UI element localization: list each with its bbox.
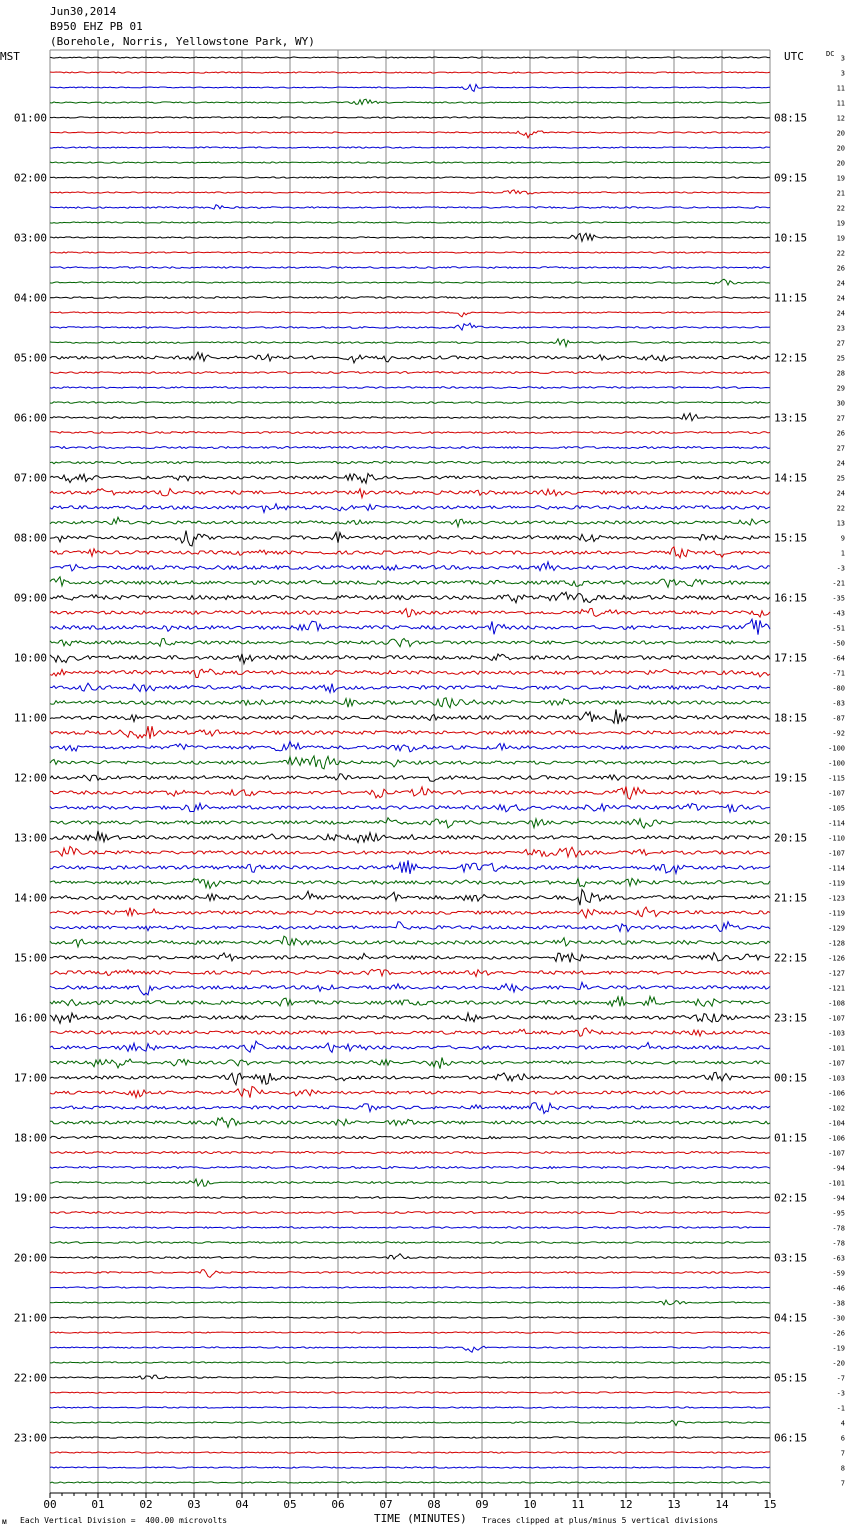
- trace-38: [50, 619, 770, 635]
- right-hour-label: 12:15: [774, 351, 808, 365]
- x-tick-label: 06: [331, 1498, 345, 1511]
- dc-offset-label: -83: [832, 699, 845, 708]
- left-hour-label: 18:00: [13, 1131, 47, 1145]
- trace-61: [50, 969, 770, 976]
- dc-offset-label: -94: [832, 1164, 845, 1173]
- right-hour-label: 03:15: [774, 1251, 808, 1265]
- trace-58: [50, 922, 770, 932]
- dc-offset-label: 7: [840, 1449, 845, 1458]
- trace-49: [50, 786, 770, 799]
- corner-marker: ᴍ: [2, 1517, 7, 1526]
- dc-offset-label: 30: [836, 399, 845, 408]
- right-hour-label: 11:15: [774, 291, 808, 305]
- dc-offset-label: -43: [832, 609, 845, 618]
- trace-18: [50, 323, 770, 330]
- left-hour-label: 07:00: [13, 471, 47, 485]
- x-axis-title: TIME (MINUTES): [374, 1512, 467, 1525]
- trace-62: [50, 982, 770, 995]
- left-hour-label: 04:00: [13, 291, 47, 305]
- right-hour-label: 14:15: [774, 471, 808, 485]
- dc-offset-label: -107: [828, 1059, 845, 1068]
- dc-offset-label: -107: [828, 1149, 845, 1158]
- left-hour-label: 08:00: [13, 531, 47, 545]
- dc-offset-label: -119: [828, 879, 845, 888]
- trace-56: [50, 890, 770, 906]
- trace-85: [50, 1332, 770, 1333]
- scale-note: Each Vertical Division = 400.00 microvolts: [20, 1516, 228, 1525]
- dc-offset-label: -1: [836, 1404, 845, 1413]
- trace-33: [50, 547, 770, 558]
- trace-84: [50, 1317, 770, 1318]
- x-tick-label: 10: [523, 1498, 537, 1511]
- dc-offset-label: -114: [828, 864, 845, 873]
- dc-offset-label: 8: [840, 1464, 845, 1473]
- right-hour-label: 17:15: [774, 651, 808, 665]
- dc-offset-label: 24: [836, 489, 845, 498]
- left-hour-label: 01:00: [13, 111, 47, 125]
- trace-25: [50, 432, 770, 434]
- trace-17: [50, 312, 770, 317]
- dc-offset-label: 7: [840, 1479, 845, 1488]
- trace-24: [50, 413, 770, 421]
- trace-60: [50, 953, 770, 963]
- x-tick-label: 07: [379, 1498, 393, 1511]
- dc-offset-label: 19: [836, 234, 845, 243]
- trace-8: [50, 177, 770, 178]
- right-hour-label: 19:15: [774, 771, 808, 785]
- trace-86: [50, 1346, 770, 1352]
- dc-offset-label: 27: [836, 339, 845, 348]
- left-hour-label: 05:00: [13, 351, 47, 365]
- dc-offset-label: 24: [836, 309, 845, 318]
- left-hour-label: 13:00: [13, 831, 47, 845]
- dc-offset-label: 19: [836, 219, 845, 228]
- dc-offset-label: -87: [832, 714, 845, 723]
- dc-header: DC: [826, 50, 835, 58]
- trace-40: [50, 654, 770, 664]
- dc-offset-label: -92: [832, 729, 845, 738]
- trace-44: [50, 709, 770, 724]
- trace-37: [50, 608, 770, 617]
- dc-offset-label: -64: [832, 654, 845, 663]
- dc-offset-label: -30: [832, 1314, 845, 1323]
- location-label: (Borehole, Norris, Yellowstone Park, WY): [50, 35, 315, 48]
- x-tick-label: 00: [43, 1498, 57, 1511]
- dc-offset-label: 20: [836, 159, 845, 168]
- dc-offset-label: 24: [836, 279, 845, 288]
- left-hour-label: 23:00: [13, 1431, 47, 1445]
- dc-offset-label: 28: [836, 369, 845, 378]
- dc-offset-label: 27: [836, 444, 845, 453]
- dc-offset-label: -78: [832, 1239, 845, 1248]
- trace-53: [50, 846, 770, 857]
- left-hour-label: 09:00: [13, 591, 47, 605]
- trace-7: [50, 162, 770, 163]
- trace-0: [50, 57, 770, 58]
- dc-offset-label: -119: [828, 909, 845, 918]
- dc-offset-label: -104: [828, 1119, 845, 1128]
- dc-offset-label: -3: [836, 564, 845, 573]
- trace-22: [50, 387, 770, 389]
- x-tick-label: 02: [139, 1498, 153, 1511]
- right-hour-label: 18:15: [774, 711, 808, 725]
- x-tick-label: 13: [667, 1498, 681, 1511]
- dc-offset-label: -128: [828, 939, 845, 948]
- trace-16: [50, 297, 770, 299]
- x-tick-label: 01: [91, 1498, 105, 1511]
- dc-offset-label: -100: [828, 759, 845, 768]
- dc-offset-label: 24: [836, 294, 845, 303]
- trace-32: [50, 531, 770, 546]
- left-hour-label: 19:00: [13, 1191, 47, 1205]
- trace-64: [50, 1013, 770, 1023]
- x-tick-label: 09: [475, 1498, 489, 1511]
- trace-15: [50, 279, 770, 285]
- dc-offset-label: -114: [828, 819, 845, 828]
- dc-offset-label: -108: [828, 999, 845, 1008]
- trace-65: [50, 1028, 770, 1036]
- dc-offset-label: 26: [836, 429, 845, 438]
- dc-offset-label: 13: [836, 519, 845, 528]
- left-hour-label: 11:00: [13, 711, 47, 725]
- left-hour-label: 17:00: [13, 1071, 47, 1085]
- trace-5: [50, 131, 770, 138]
- dc-offset-label: -35: [832, 594, 845, 603]
- dc-offset-label: 6: [840, 1434, 845, 1443]
- trace-78: [50, 1227, 770, 1229]
- trace-47: [50, 756, 770, 769]
- x-tick-label: 15: [763, 1498, 777, 1511]
- dc-offset-label: 27: [836, 414, 845, 423]
- left-hour-label: 20:00: [13, 1251, 47, 1265]
- dc-offset-label: -71: [832, 669, 845, 678]
- dc-offset-label: -94: [832, 1194, 845, 1203]
- trace-43: [50, 698, 770, 708]
- right-hour-label: 15:15: [774, 531, 808, 545]
- trace-13: [50, 252, 770, 253]
- dc-offset-label: -50: [832, 639, 845, 648]
- right-hour-label: 23:15: [774, 1011, 808, 1025]
- dc-offset-label: -115: [828, 774, 845, 783]
- trace-82: [50, 1287, 770, 1288]
- trace-4: [50, 117, 770, 118]
- trace-23: [50, 402, 770, 404]
- dc-offset-label: -100: [828, 744, 845, 753]
- trace-80: [50, 1254, 770, 1259]
- dc-offset-label: -51: [832, 624, 845, 633]
- right-hour-label: 16:15: [774, 591, 808, 605]
- trace-90: [50, 1407, 770, 1408]
- trace-63: [50, 996, 770, 1006]
- trace-26: [50, 447, 770, 449]
- left-hour-label: 03:00: [13, 231, 47, 245]
- right-hour-label: 02:15: [774, 1191, 808, 1205]
- right-timezone-label: UTC: [784, 50, 804, 63]
- trace-67: [50, 1058, 770, 1069]
- x-axis: [43, 1493, 776, 1511]
- right-hour-label: 04:15: [774, 1311, 808, 1325]
- trace-91: [50, 1420, 770, 1425]
- trace-72: [50, 1136, 770, 1138]
- trace-29: [50, 489, 770, 498]
- trace-48: [50, 774, 770, 782]
- minute-gridlines: [50, 50, 770, 1493]
- dc-offset-label: -3: [836, 1389, 845, 1398]
- right-hour-label: 13:15: [774, 411, 808, 425]
- trace-88: [50, 1375, 770, 1379]
- dc-offset-label: -107: [828, 849, 845, 858]
- trace-50: [50, 803, 770, 812]
- trace-69: [50, 1087, 770, 1098]
- dc-offset-label: -107: [828, 789, 845, 798]
- dc-offset-label: -129: [828, 924, 845, 933]
- trace-14: [50, 267, 770, 269]
- trace-1: [50, 72, 770, 73]
- right-hour-label: 01:15: [774, 1131, 808, 1145]
- dc-offset-label: -103: [828, 1074, 845, 1083]
- trace-6: [50, 147, 770, 148]
- right-hour-label: 00:15: [774, 1071, 808, 1085]
- x-tick-label: 03: [187, 1498, 201, 1511]
- trace-2: [50, 84, 770, 91]
- x-tick-label: 11: [571, 1498, 585, 1511]
- left-timezone-label: MST: [0, 50, 20, 63]
- dc-offset-label: -78: [832, 1224, 845, 1233]
- dc-offset-label: 29: [836, 384, 845, 393]
- dc-offset-label: -127: [828, 969, 845, 978]
- dc-offset-label: 9: [840, 534, 845, 543]
- right-hour-label: 06:15: [774, 1431, 808, 1445]
- dc-offset-label: -80: [832, 684, 845, 693]
- left-hour-label: 10:00: [13, 651, 47, 665]
- trace-35: [50, 577, 770, 588]
- trace-41: [50, 669, 770, 678]
- trace-45: [50, 726, 770, 739]
- left-hour-label: 02:00: [13, 171, 47, 185]
- date-label: Jun30,2014: [50, 5, 117, 18]
- dc-offset-label: 22: [836, 204, 845, 213]
- dc-offset-label: 20: [836, 144, 845, 153]
- trace-51: [50, 818, 770, 828]
- dc-offset-label: 3: [840, 69, 845, 78]
- trace-42: [50, 683, 770, 692]
- dc-offset-label: 25: [836, 474, 845, 483]
- trace-71: [50, 1118, 770, 1128]
- dc-offset-label: -38: [832, 1299, 845, 1308]
- dc-offset-label: -19: [832, 1344, 845, 1353]
- dc-offset-label: -123: [828, 894, 845, 903]
- right-hour-label: 20:15: [774, 831, 808, 845]
- x-tick-label: 05: [283, 1498, 297, 1511]
- dc-offset-label: 24: [836, 459, 845, 468]
- left-hour-label: 15:00: [13, 951, 47, 965]
- dc-offset-label: -63: [832, 1254, 845, 1263]
- trace-55: [50, 878, 770, 888]
- trace-20: [50, 352, 770, 363]
- trace-54: [50, 860, 770, 874]
- x-tick-label: 12: [619, 1498, 633, 1511]
- trace-81: [50, 1270, 770, 1278]
- trace-52: [50, 831, 770, 843]
- trace-77: [50, 1212, 770, 1214]
- trace-57: [50, 907, 770, 918]
- trace-95: [50, 1482, 770, 1483]
- trace-94: [50, 1467, 770, 1468]
- trace-12: [50, 233, 770, 241]
- trace-74: [50, 1167, 770, 1169]
- x-tick-label: 08: [427, 1498, 441, 1511]
- dc-offset-label: -107: [828, 1014, 845, 1023]
- trace-36: [50, 592, 770, 603]
- dc-offset-label: 11: [836, 99, 845, 108]
- dc-offset-label: -102: [828, 1104, 845, 1113]
- trace-28: [50, 474, 770, 484]
- dc-offset-label: -95: [832, 1209, 845, 1218]
- right-hour-label: 10:15: [774, 231, 808, 245]
- dc-offset-label: -46: [832, 1284, 845, 1293]
- dc-offset-label: 4: [840, 1419, 845, 1428]
- dc-offset-label: 20: [836, 129, 845, 138]
- trace-19: [50, 339, 770, 347]
- trace-39: [50, 638, 770, 646]
- x-tick-label: 14: [715, 1498, 729, 1511]
- dc-offset-label: 3: [840, 54, 845, 63]
- right-hour-label: 22:15: [774, 951, 808, 965]
- dc-offset-label: -126: [828, 954, 845, 963]
- trace-92: [50, 1437, 770, 1438]
- left-hour-label: 16:00: [13, 1011, 47, 1025]
- trace-83: [50, 1300, 770, 1305]
- dc-offset-label: 22: [836, 249, 845, 258]
- left-hour-label: 12:00: [13, 771, 47, 785]
- x-tick-label: 04: [235, 1498, 249, 1511]
- dc-offset-label: 26: [836, 264, 845, 273]
- dc-offset-label: -121: [828, 984, 845, 993]
- dc-offset-label: -103: [828, 1029, 845, 1038]
- dc-offset-label: 11: [836, 84, 845, 93]
- right-hour-label: 21:15: [774, 891, 808, 905]
- trace-9: [50, 190, 770, 194]
- trace-87: [50, 1362, 770, 1363]
- trace-59: [50, 936, 770, 947]
- dc-offset-label: -101: [828, 1179, 845, 1188]
- trace-30: [50, 504, 770, 513]
- trace-76: [50, 1197, 770, 1199]
- dc-offset-label: -7: [836, 1374, 845, 1383]
- dc-offset-label: 21: [836, 189, 845, 198]
- trace-3: [50, 99, 770, 104]
- trace-75: [50, 1179, 770, 1186]
- trace-70: [50, 1103, 770, 1114]
- trace-31: [50, 517, 770, 527]
- dc-offset-label: -110: [828, 834, 845, 843]
- dc-offset-label: 12: [836, 114, 845, 123]
- trace-10: [50, 205, 770, 209]
- right-hour-label: 05:15: [774, 1371, 808, 1385]
- dc-offset-label: -21: [832, 579, 845, 588]
- dc-offset-label: -59: [832, 1269, 845, 1278]
- left-hour-label: 14:00: [13, 891, 47, 905]
- dc-offset-label: 19: [836, 174, 845, 183]
- trace-93: [50, 1452, 770, 1453]
- left-hour-label: 22:00: [13, 1371, 47, 1385]
- trace-89: [50, 1392, 770, 1393]
- right-hour-label: 09:15: [774, 171, 808, 185]
- right-hour-label: 08:15: [774, 111, 808, 125]
- trace-46: [50, 741, 770, 752]
- dc-offset-label: 22: [836, 504, 845, 513]
- station-label: B950 EHZ PB 01: [50, 20, 143, 33]
- trace-68: [50, 1072, 770, 1085]
- dc-offset-label: -105: [828, 804, 845, 813]
- dc-offset-label: -101: [828, 1044, 845, 1053]
- trace-79: [50, 1242, 770, 1244]
- left-hour-label: 06:00: [13, 411, 47, 425]
- trace-11: [50, 222, 770, 223]
- trace-21: [50, 372, 770, 374]
- dc-offset-label: -26: [832, 1329, 845, 1338]
- left-hour-label: 21:00: [13, 1311, 47, 1325]
- dc-offset-label: 25: [836, 354, 845, 363]
- trace-34: [50, 562, 770, 571]
- dc-offset-label: -20: [832, 1359, 845, 1368]
- seismic-traces: [50, 57, 770, 1483]
- dc-offset-label: -106: [828, 1089, 845, 1098]
- dc-offset-label: 23: [836, 324, 845, 333]
- clip-note: Traces clipped at plus/minus 5 vertical divisions: [482, 1516, 719, 1525]
- dc-offset-label: 1: [840, 549, 845, 558]
- trace-27: [50, 461, 770, 463]
- trace-73: [50, 1152, 770, 1154]
- trace-66: [50, 1041, 770, 1052]
- dc-offset-label: -106: [828, 1134, 845, 1143]
